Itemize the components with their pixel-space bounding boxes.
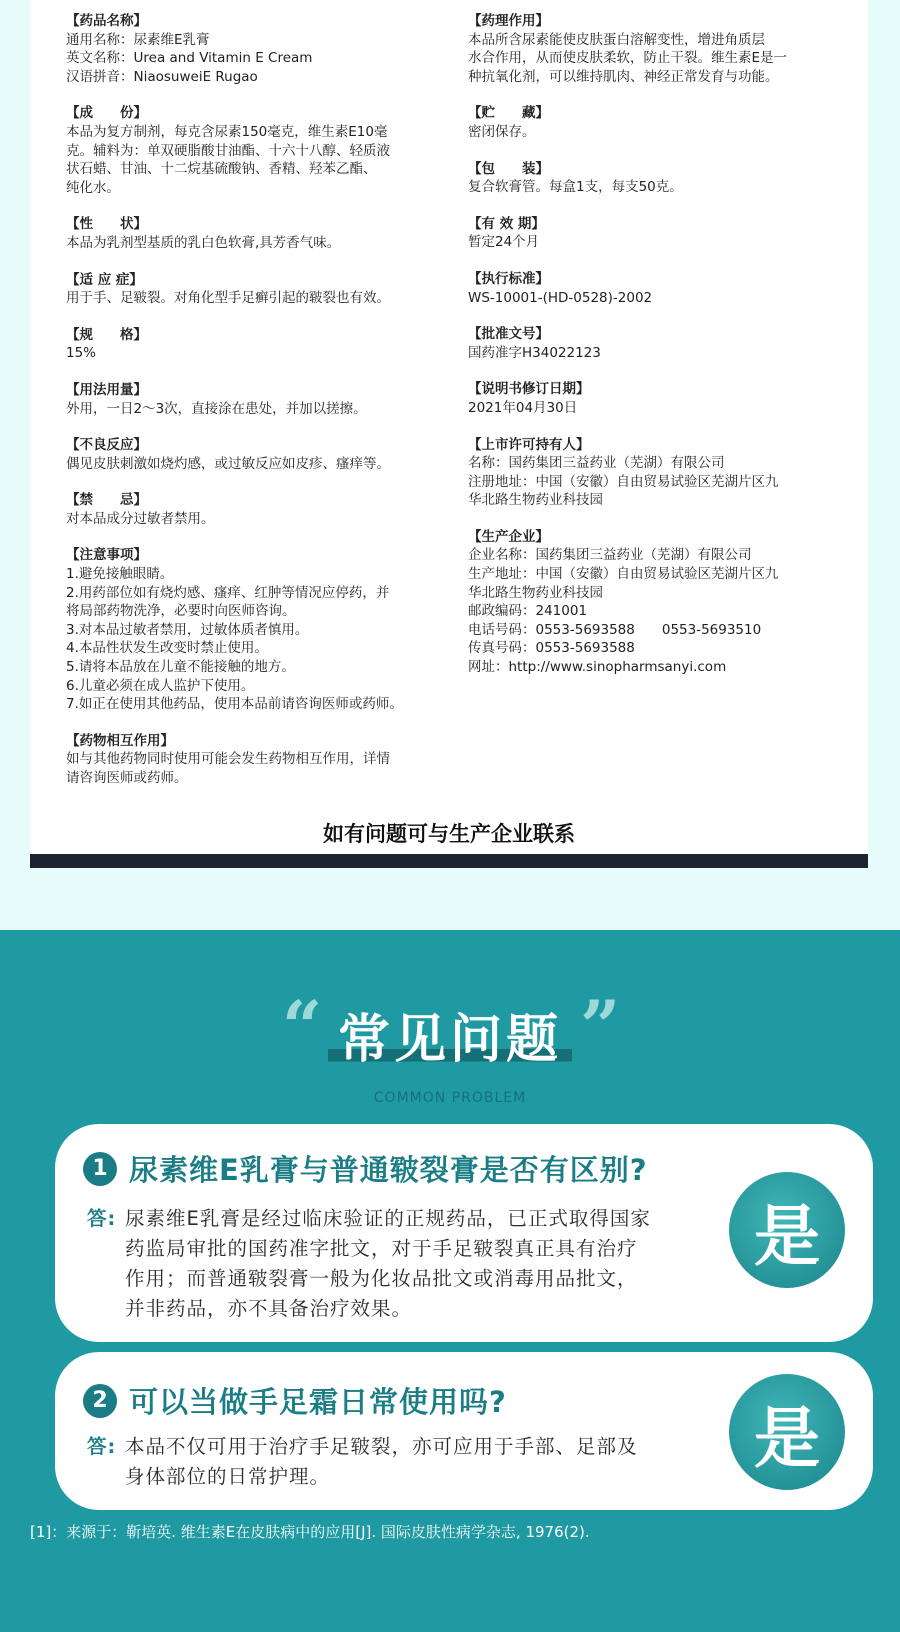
insert-section (468, 270, 848, 307)
section-line: 本品为复方制剂，每克含尿素150毫克，维生素E10毫 (66, 123, 388, 140)
section-line: 传真号码：0553-5693588 (468, 640, 635, 657)
section-line: 如与其他药物同时使用可能会发生药物相互作用，详情 (66, 751, 390, 768)
close-quote-icon: ” (580, 985, 621, 1068)
faq-card-2 (55, 1352, 873, 1510)
faq-card-1 (55, 1124, 873, 1342)
insert-section (66, 215, 466, 252)
faq-question: 尿素维E乳膏与普通皲裂膏是否有区别? (129, 1153, 648, 1187)
section-line: 对本品成分过敏者禁用。 (66, 510, 215, 527)
section-heading: 【药物相互作用】 (66, 732, 174, 749)
section-heading: 【性 状】 (66, 216, 147, 233)
answer-line: 本品不仅可用于治疗手足皲裂，亦可应用于手部、足部及 (125, 1435, 638, 1458)
faq-question: 可以当做手足霜日常使用吗? (129, 1385, 507, 1419)
section-line: 生产地址：中国（安徽）自由贸易试验区芜湖片区九 (468, 566, 779, 583)
section-line: 汉语拼音：NiaosuweiE Rugao (66, 68, 258, 85)
insert-section (66, 732, 466, 788)
answer-label: 答: (87, 1207, 117, 1230)
section-heading: 【成 份】 (66, 105, 147, 122)
section-line: 英文名称：Urea and Vitamin E Cream (66, 50, 313, 67)
answer-line: 并非药品，亦不具备治疗效果。 (125, 1297, 413, 1320)
section-heading: 【注意事项】 (66, 547, 147, 564)
section-line: 复合软膏管。每盒1支，每支50克。 (468, 179, 683, 196)
insert-section (468, 104, 848, 141)
section-line: 名称：国药集团三益药业（芜湖）有限公司 (468, 455, 725, 472)
insert-left-column (66, 12, 466, 806)
section-line: 华北路生物药业科技园 (468, 492, 603, 509)
section-heading: 【药品名称】 (66, 13, 147, 29)
answer-line: 作用；而普通皲裂膏一般为化妆品批文或消毒用品批文， (125, 1267, 638, 1290)
section-heading: 【有 效 期】 (468, 215, 545, 232)
question-number-badge: 2 (83, 1384, 117, 1418)
section-heading: 【执行标准】 (468, 270, 549, 287)
section-line: 外用，一日2～3次，直接涂在患处，并加以搓擦。 (66, 400, 367, 417)
insert-section (66, 381, 466, 418)
answer-label: 答: (87, 1435, 117, 1458)
section-heading: 【禁 忌】 (66, 492, 147, 509)
section-heading: 【不良反应】 (66, 437, 147, 454)
section-line: WS-10001-(HD-0528)-2002 (468, 289, 653, 306)
insert-section (468, 160, 848, 197)
insert-section (468, 436, 848, 510)
insert-section (66, 491, 466, 528)
section-line: 国药准字H34022123 (468, 344, 601, 361)
question-number-badge: 1 (83, 1152, 117, 1186)
section-line: 暂定24个月 (468, 234, 540, 251)
section-line: 6.儿童必须在成人监护下使用。 (66, 677, 255, 694)
faq-subtitle: COMMON PROBLEM (373, 1090, 527, 1106)
section-line: 7.如正在使用其他药品，使用本品前请咨询医师或药师。 (66, 696, 403, 713)
section-heading: 【药理作用】 (468, 13, 549, 29)
insert-section (66, 271, 466, 308)
section-line: 注册地址：中国（安徽）自由贸易试验区芜湖片区九 (468, 473, 779, 490)
contact-note: 如有问题可与生产企业联系 (323, 822, 575, 846)
section-heading: 【贮 藏】 (468, 105, 549, 122)
insert-section (66, 12, 466, 86)
section-line: 5.请将本品放在儿童不能接触的地方。 (66, 659, 295, 676)
faq-answer (87, 1432, 687, 1492)
section-heading: 【规 格】 (66, 326, 147, 343)
section-line: 用于手、足皲裂。对角化型手足癣引起的皲裂也有效。 (66, 290, 390, 307)
section-line: 水合作用，从而使皮肤柔软，防止干裂。维生素E是一 (468, 50, 788, 67)
insert-section (468, 12, 848, 86)
faq-title: 常见问题 (328, 1010, 572, 1070)
section-line: 请咨询医师或药师。 (66, 770, 188, 786)
section-line: 15% (66, 345, 97, 362)
insert-section (468, 380, 848, 417)
section-line: 纯化水。 (66, 179, 120, 196)
section-line: 2021年04月30日 (468, 399, 578, 416)
section-line: 1.避免接触眼睛。 (66, 566, 174, 583)
insert-section (468, 325, 848, 362)
answer-line: 尿素维E乳膏是经过临床验证的正规药品，已正式取得国家 (125, 1207, 651, 1230)
open-quote-icon: “ (282, 985, 323, 1068)
section-heading: 【说明书修订日期】 (468, 381, 590, 398)
section-heading: 【上市许可持有人】 (468, 436, 590, 453)
section-line: 2.用药部位如有烧灼感、瘙痒、红肿等情况应停药，并 (66, 584, 390, 601)
section-line: 3.对本品过敏者禁用，过敏体质者慎用。 (66, 621, 309, 638)
section-line: 密闭保存。 (468, 123, 536, 140)
section-line: 克。辅料为：单双硬脂酸甘油酯、十六十八醇、轻质液 (66, 142, 390, 159)
section-line: 华北路生物药业科技园 (468, 584, 603, 601)
section-line: 通用名称：尿素维E乳膏 (66, 31, 210, 48)
section-line: 4.本品性状发生改变时禁止使用。 (66, 640, 268, 657)
section-heading: 【生产企业】 (468, 528, 549, 545)
section-heading: 【包 装】 (468, 160, 549, 177)
insert-section (66, 326, 466, 363)
section-line: 状石蜡、甘油、十二烷基硫酸钠、香精、羟苯乙酯、 (66, 161, 377, 178)
insert-section (66, 104, 466, 197)
section-heading: 【用法用量】 (66, 381, 147, 398)
section-line: 本品为乳剂型基质的乳白色软膏,具芳香气味。 (66, 234, 341, 251)
faq-answer (87, 1204, 687, 1324)
section-line: 企业名称：国药集团三益药业（芜湖）有限公司 (468, 547, 752, 564)
section-line: 种抗氧化剂，可以维持肌肉、神经正常发育与功能。 (468, 68, 779, 85)
insert-section (468, 215, 848, 252)
section-line: 邮政编码：241001 (468, 603, 588, 620)
section-heading: 【批准文号】 (468, 326, 549, 343)
insert-right-column (468, 12, 848, 695)
section-line: 本品所含尿素能使皮肤蛋白溶解变性，增进角质层 (468, 31, 765, 48)
insert-section (66, 546, 466, 713)
section-line: 偶见皮肤刺激如烧灼感，或过敏反应如皮疹、瘙痒等。 (66, 455, 390, 472)
answer-line: 身体部位的日常护理。 (125, 1465, 331, 1488)
section-line: 将局部药物洗净，必要时向医师咨询。 (66, 603, 296, 620)
yes-badge: 是 (729, 1374, 845, 1490)
insert-section (66, 436, 466, 473)
section-heading: 【适 应 症】 (66, 271, 143, 288)
section-line: 电话号码：0553-5693588 0553-5693510 (468, 621, 762, 638)
section-line: 网址：http://www.sinopharmsanyi.com (468, 659, 727, 676)
yes-badge: 是 (729, 1172, 845, 1288)
insert-section (468, 528, 848, 677)
package-insert (30, 0, 868, 868)
reference-note: [1]：来源于：靳培英. 维生素E在皮肤病中的应用[J]. 国际皮肤性病学杂志, 1976(2). (30, 1523, 590, 1541)
answer-line: 药监局审批的国药准字批文，对于手足皲裂真正具有治疗 (125, 1237, 638, 1260)
